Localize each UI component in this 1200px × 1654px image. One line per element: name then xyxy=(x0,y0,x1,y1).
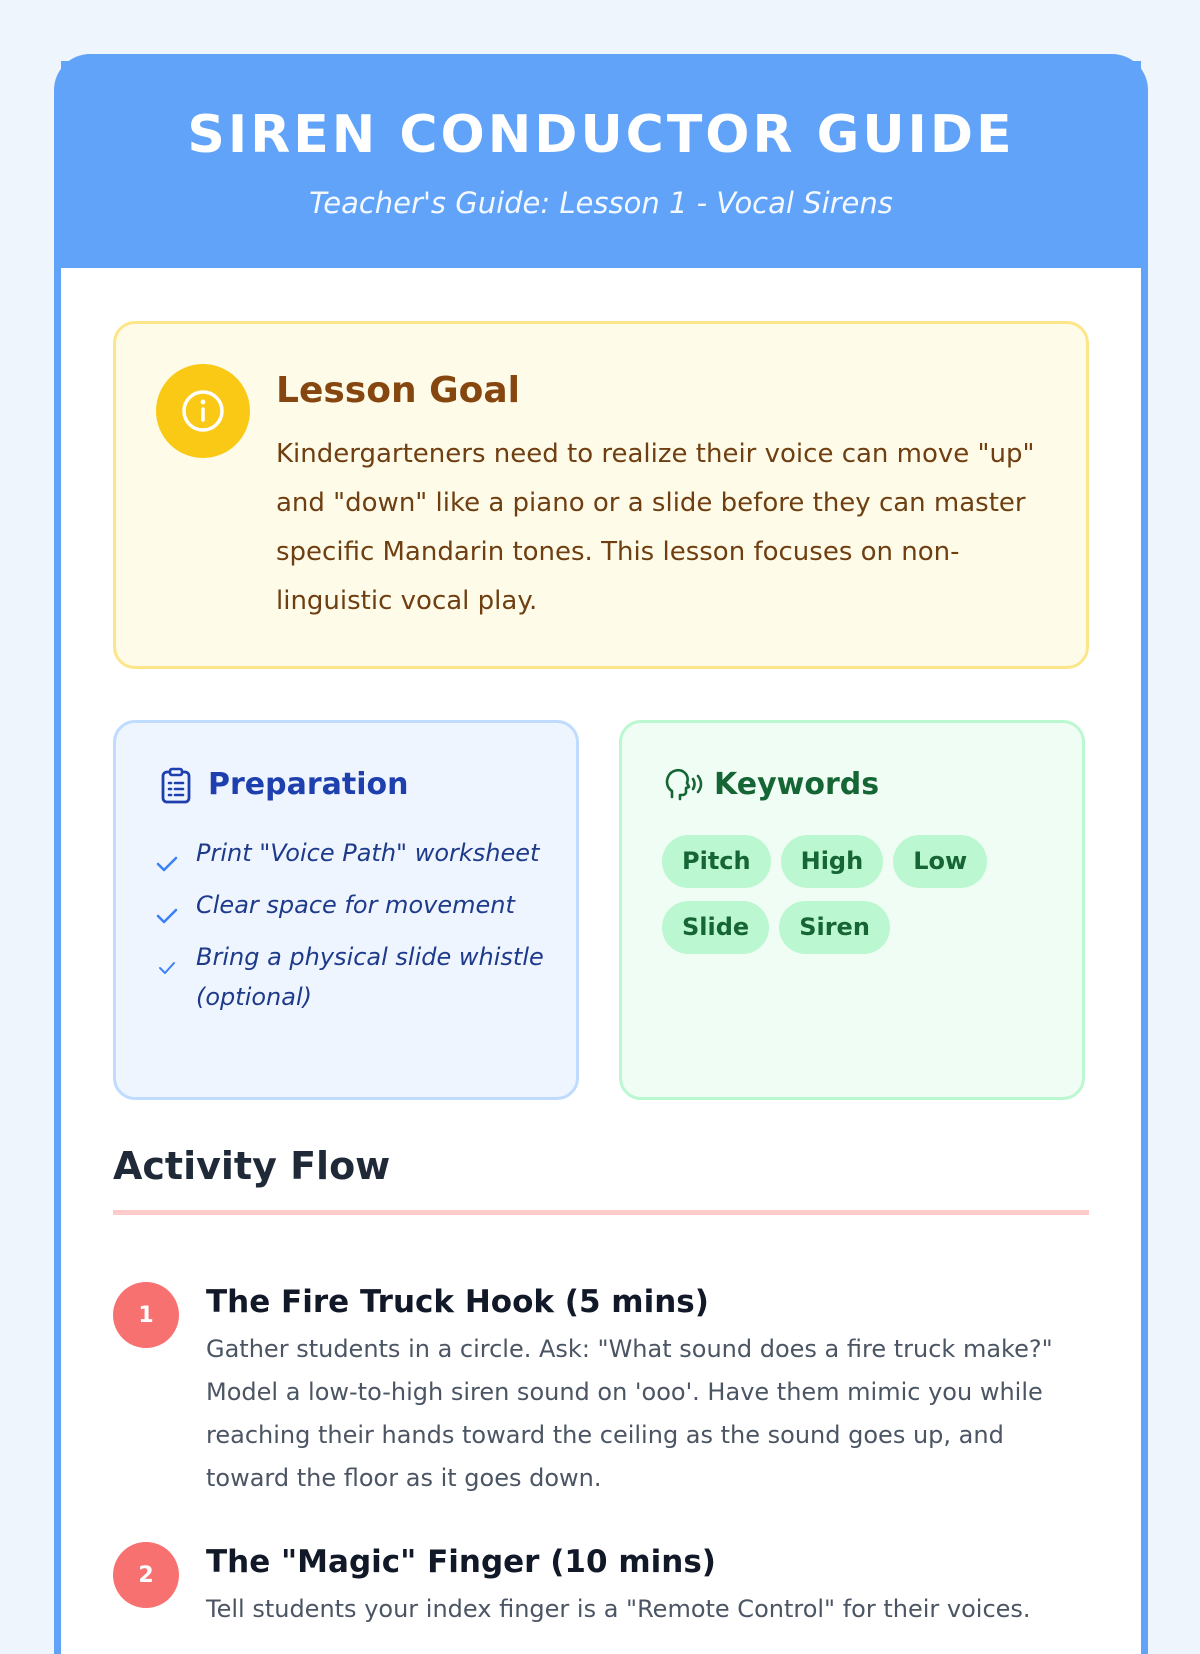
step-number-badge: 2 xyxy=(113,1542,179,1608)
page-subtitle: Teacher's Guide: Lesson 1 - Vocal Sirens xyxy=(309,186,893,220)
step-title: The "Magic" Finger (10 mins) xyxy=(206,1544,716,1580)
clipboard-icon xyxy=(158,767,194,809)
keyword-tag: Low xyxy=(893,835,987,888)
page-title: SIREN CONDUCTOR GUIDE xyxy=(187,105,1015,165)
step-text: Tell students your index finger is a "Remote Control" for their voices. xyxy=(206,1595,1031,1623)
keywords-title: Keywords xyxy=(714,767,880,802)
keyword-tag: Slide xyxy=(662,901,769,954)
step-title: The Fire Truck Hook (5 mins) xyxy=(206,1284,709,1320)
check-icon xyxy=(156,897,178,937)
keyword-tags xyxy=(662,835,1042,967)
step-number-badge: 1 xyxy=(113,1282,179,1348)
keyword-tag: High xyxy=(781,835,884,888)
preparation-item: Print "Voice Path" worksheet xyxy=(156,833,556,873)
preparation-list xyxy=(156,833,556,1029)
keywords-panel xyxy=(619,720,1085,1100)
speaking-head-icon xyxy=(664,767,704,807)
preparation-item: Bring a physical slide whistle (optional) xyxy=(156,937,556,1017)
preparation-title: Preparation xyxy=(208,767,409,802)
info-icon xyxy=(156,364,250,458)
step-text: Gather students in a circle. Ask: "What sound does a fire truck make?" Model a low-to-high siren sound on 'ooo'. Have them mimic you while reaching their hands toward the ceiling as the sound goes up, and toward the floor as it goes down. xyxy=(206,1335,1053,1492)
keyword-tag: Pitch xyxy=(662,835,771,888)
lesson-goal-text: Kindergarteners need to realize their voice can move "up" and "down" like a piano or a slide before they can master specific Mandarin tones. This lesson focuses on non-linguistic vocal play. xyxy=(276,439,1035,616)
check-icon xyxy=(156,949,178,989)
activity-flow-title: Activity Flow xyxy=(113,1144,391,1188)
preparation-panel xyxy=(113,720,579,1100)
keyword-tag: Siren xyxy=(779,901,890,954)
guide-card xyxy=(54,54,1148,1654)
preparation-item: Clear space for movement xyxy=(156,885,556,925)
lesson-goal-title: Lesson Goal xyxy=(276,370,521,411)
lesson-goal-box xyxy=(113,321,1089,669)
header-banner xyxy=(61,61,1141,268)
section-divider xyxy=(113,1210,1089,1215)
check-icon xyxy=(156,845,178,885)
